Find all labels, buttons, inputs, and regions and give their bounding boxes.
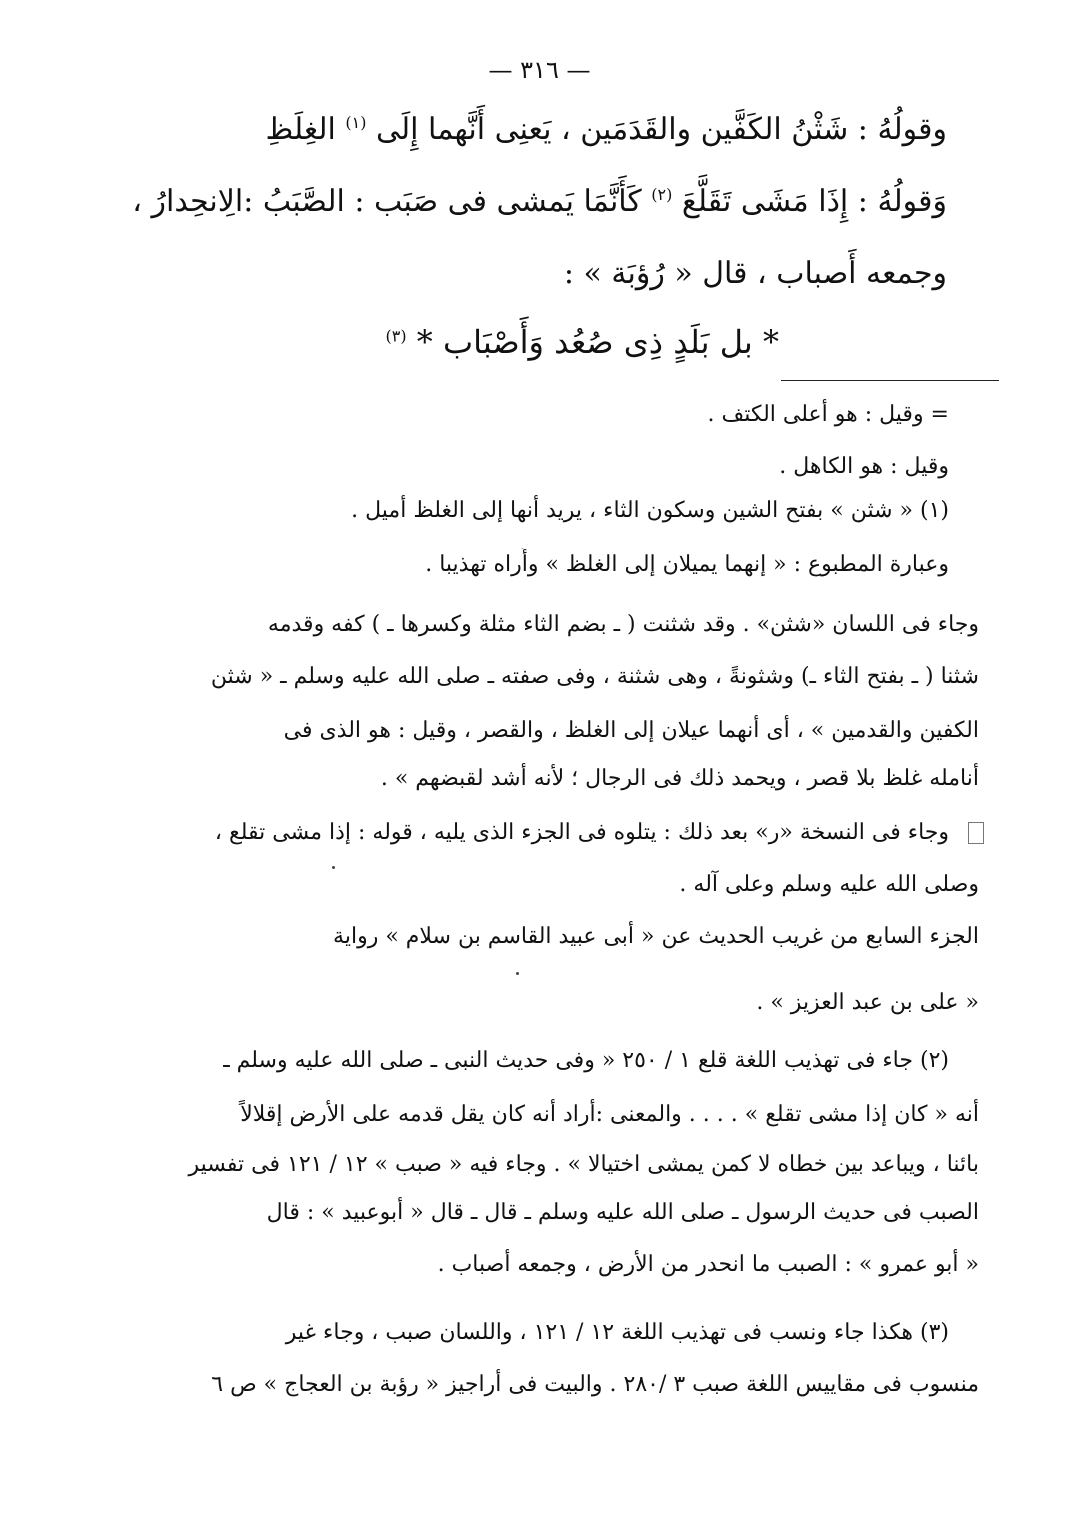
footnote-line: أنامله غلظ بلا قصر ، ويحمد ذلك فى الرجال ؛ لأنه أشد لقبضهم » . [380,766,979,791]
footnote-line: = وقيل : هو أعلى الكتف . [707,402,949,427]
footnote-line: بائنا ، ويباعد بين خطاه لا كمن يمشى اختيالا » . وجاء فيه « صبب » ١٢ / ١٢١ فى تفسير [188,1152,979,1177]
footnote-line: (٣) هكذا جاء ونسب فى تهذيب اللغة ١٢ / ١٢١ ، واللسان صبب ، وجاء غير [285,1320,949,1345]
footnote-line: وعبارة المطبوع : « إنهما يميلان إلى الغلظ » وأُراه تهذيبا . [425,552,949,577]
footnote-line: الصبب فى حديث الرسول ـ صلى الله عليه وسلم ـ قال ـ قال « أبوعبيد » : قال [266,1200,979,1225]
main-line-2 [127,172,947,232]
footnote-line: وجاء فى اللسان «شثن» . وقد شثنت ( ـ بضم الثاء مثلة وكسرها ـ ) كفه وقدمه [267,612,979,637]
main-line-2-text-b: كَأَنَّمَا يَمشى فى صَبَب : الصَّبَبُ :الِانحِدارُ ، [132,184,642,219]
main-line-1-end: الغِلَظِ [265,112,336,147]
footnote-line: وصلى الله عليه وسلم وعلى آله . [679,872,979,897]
scan-speck [332,866,335,869]
footnote-line: منسوب فى مقاييس اللغة صبب ٣ /٢٨٠ . والبيت فى أراجيز « رؤبة بن العجاج » ص ٦ [211,1372,979,1397]
verse-line [219,312,779,372]
footnote-ref-3: (٣) [385,326,407,346]
margin-mark [968,822,984,844]
main-line-1-text: وقولُهُ : شَثْنُ الكَفَّين والقَدَمَين ، يَعنِى أَنَّهما إِلَى [376,112,947,147]
main-line-2-text-a: وَقولُهُ : إِذَا مَشَى تَقَلَّعَ [681,184,947,219]
footnote-line: أنه « كان إذا مشى تقلع » . . . . والمعنى :أراد أنه كان يقل قدمه على الأرض إقلالاً [240,1102,979,1127]
footnote-line: شثنا ( ـ بفتح الثاء ـ) وشثونةً ، وهى شثنة ، وفى صفته ـ صلى الله عليه وسلم ـ « شثن [210,664,979,689]
footnote-line: وقيل : هو الكاهل . [779,454,949,479]
footnote-line: الجزء السابع من غريب الحديث عن « أبى عبيد القاسم بن سلام » رواية [333,924,979,949]
verse-text: * بل بَلَدٍ ذِى صُعُد وَأَصْبَاب * [416,323,779,361]
footnote-line: « على بن عبد العزيز » . [756,990,979,1015]
footnote-line: (٢) جاء فى تهذيب اللغة قلع ١ / ٢٥٠ « وفى حديث النبى ـ صلى الله عليه وسلم ـ [223,1048,949,1073]
page-number: — ٣١٦ — [488,56,591,84]
footnote-ref-2: (٢) [651,185,673,204]
footnote-line: وجاء فى النسخة «ر» بعد ذلك : يتلوه فى الجزء الذى يليه ، قوله : إذا مشى تقلع ، [214,820,949,845]
main-line-1 [127,100,947,160]
scan-speck [516,972,519,975]
footnote-line: (١) « شثن » بفتح الشين وسكون الثاء ، يريد أنها إلى الغلظ أميل . [351,498,949,523]
main-line-3: وجمعه أَصباب ، قال « رُؤبَة » : [563,256,947,291]
footnote-ref-1: (١) [345,113,367,132]
footnote-line: « أبو عمرو » : الصبب ما انحدر من الأرض ، وجمعه أصباب . [437,1252,979,1277]
footnote-separator-rule [781,380,999,381]
footnote-line: الكفين والقدمين » ، أى أنهما عيلان إلى الغلظ ، والقصر ، وقيل : هو الذى فى [283,718,979,743]
